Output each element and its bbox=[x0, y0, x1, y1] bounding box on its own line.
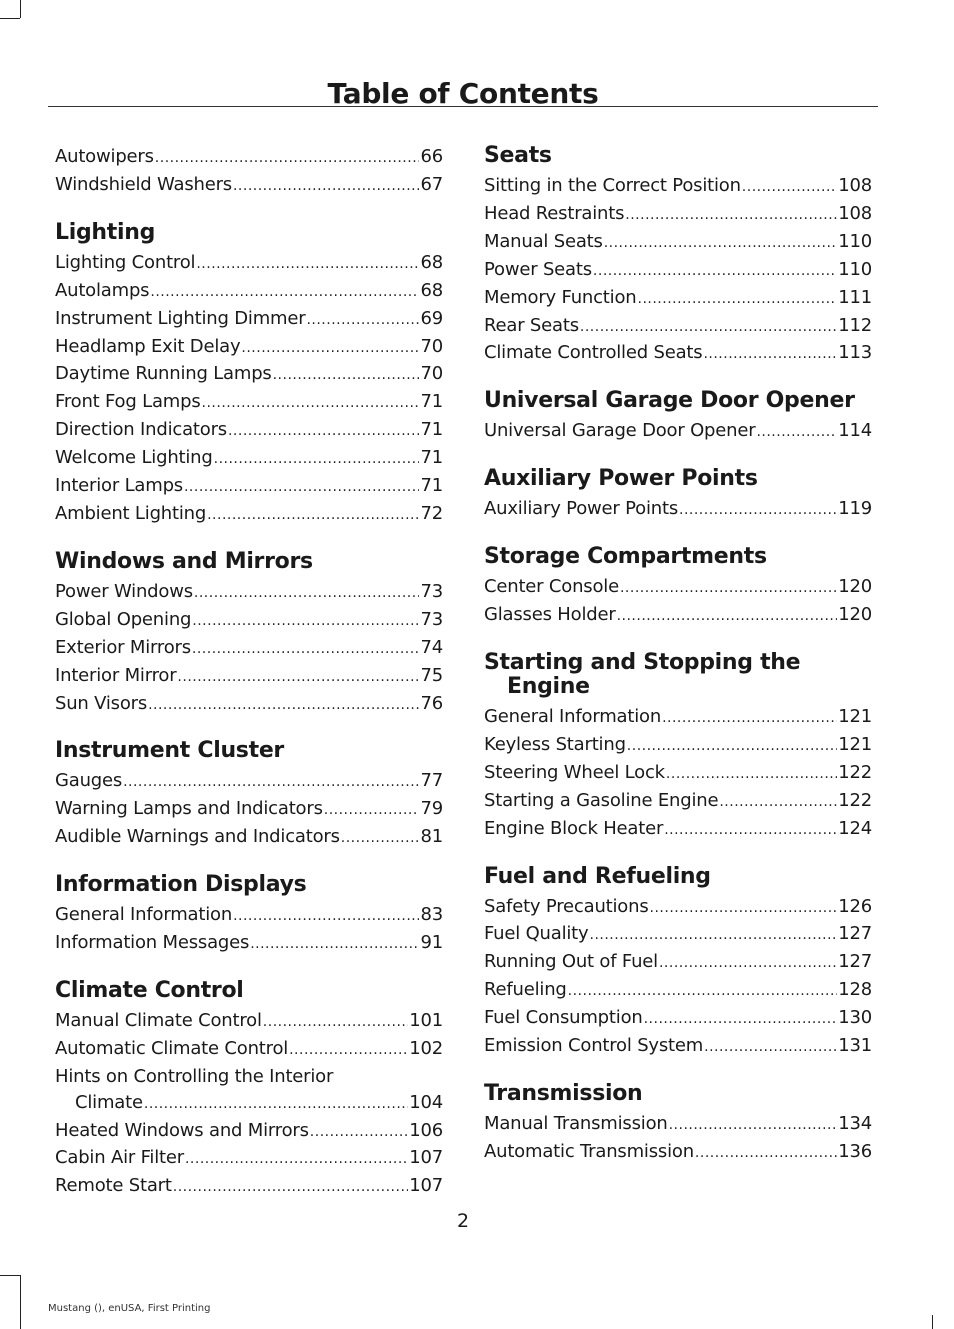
entry-page-number: 126 bbox=[838, 895, 872, 917]
toc-entry[interactable] bbox=[484, 201, 872, 229]
entry-page-number: 108 bbox=[838, 202, 872, 224]
toc-section bbox=[55, 144, 443, 200]
entry-title: Manual Climate Control bbox=[55, 1009, 262, 1031]
dot-leader bbox=[719, 788, 837, 816]
entry-page-number: 70 bbox=[420, 335, 443, 357]
entry-title: Automatic Climate Control bbox=[55, 1037, 289, 1059]
toc-entry[interactable] bbox=[55, 278, 443, 306]
toc-entry[interactable] bbox=[484, 1005, 872, 1033]
toc-entry[interactable] bbox=[55, 334, 443, 362]
dot-leader bbox=[155, 144, 420, 172]
entry-page-number: 69 bbox=[420, 307, 443, 329]
toc-entry[interactable] bbox=[55, 361, 443, 389]
toc-entry[interactable] bbox=[484, 340, 872, 368]
entry-page-number: 71 bbox=[420, 475, 443, 497]
entry-title: Rear Seats bbox=[484, 314, 579, 336]
entry-title: Safety Precautions bbox=[484, 895, 649, 917]
toc-entry[interactable] bbox=[484, 788, 872, 816]
crop-mark bbox=[0, 18, 20, 19]
entry-title-continued: Climate bbox=[75, 1091, 143, 1113]
entry-title: Fuel Consumption bbox=[484, 1007, 643, 1029]
dot-leader bbox=[263, 1008, 408, 1036]
entry-page-number: 136 bbox=[838, 1140, 872, 1162]
toc-entry[interactable] bbox=[55, 1145, 443, 1173]
entry-page-number: 120 bbox=[838, 576, 872, 598]
dot-leader bbox=[214, 445, 420, 473]
entry-page-number: 77 bbox=[420, 770, 443, 792]
entry-page-number: 73 bbox=[420, 608, 443, 630]
entry-title: Welcome Lighting bbox=[55, 447, 213, 469]
entry-page-number: 107 bbox=[409, 1175, 443, 1197]
entry-page-number: 70 bbox=[420, 363, 443, 385]
entry-page-number: 75 bbox=[420, 664, 443, 686]
entry-page-number: 101 bbox=[409, 1009, 443, 1031]
entry-title: Warning Lamps and Indicators bbox=[55, 798, 323, 820]
entry-page-number: 128 bbox=[838, 979, 872, 1001]
entry-title: General Information bbox=[484, 705, 662, 727]
dot-leader bbox=[590, 921, 838, 949]
dot-leader bbox=[207, 501, 419, 529]
dot-leader bbox=[241, 334, 419, 362]
toc-section bbox=[55, 979, 443, 1201]
page-title: Table of Contents bbox=[327, 76, 599, 110]
entry-page-number: 127 bbox=[838, 923, 872, 945]
toc-entry[interactable] bbox=[55, 1008, 443, 1036]
entry-page-number: 108 bbox=[838, 175, 872, 196]
entry-page-number: 131 bbox=[838, 1035, 872, 1057]
dot-leader bbox=[148, 691, 419, 719]
entry-title: Power Windows bbox=[55, 580, 193, 602]
dot-leader bbox=[196, 250, 419, 278]
section-heading: Universal Garage Door Opener bbox=[484, 388, 855, 414]
toc-entry[interactable] bbox=[484, 229, 872, 257]
toc-entry[interactable] bbox=[484, 285, 872, 313]
entry-title: Gauges bbox=[55, 770, 123, 792]
section-heading: Auxiliary Power Points bbox=[484, 466, 758, 492]
entry-title: Auxiliary Power Points bbox=[484, 498, 678, 520]
entry-title: Information Messages bbox=[55, 932, 250, 954]
toc-entry[interactable] bbox=[55, 501, 443, 529]
section-heading: Storage Compartments bbox=[484, 544, 767, 570]
dot-leader bbox=[194, 579, 420, 607]
entry-title: Memory Function bbox=[484, 286, 637, 308]
toc-entry[interactable] bbox=[55, 1118, 443, 1146]
dot-leader bbox=[679, 496, 837, 524]
title-divider bbox=[48, 106, 878, 107]
entry-title: Engine Block Heater bbox=[484, 817, 664, 839]
entry-page-number: 66 bbox=[420, 146, 443, 167]
entry-page-number: 76 bbox=[420, 692, 443, 714]
section-heading: Transmission bbox=[484, 1080, 643, 1106]
toc-left-column bbox=[55, 144, 443, 1222]
entry-page-number: 74 bbox=[420, 636, 443, 658]
toc-entry-list bbox=[55, 144, 443, 200]
dot-leader bbox=[662, 704, 837, 732]
dot-leader bbox=[202, 389, 420, 417]
toc-entry[interactable] bbox=[55, 607, 443, 635]
entry-title: Instrument Lighting Dimmer bbox=[55, 307, 306, 329]
dot-leader bbox=[144, 1090, 408, 1118]
dot-leader bbox=[659, 949, 837, 977]
section-heading: Lighting bbox=[55, 219, 156, 245]
toc-entry[interactable] bbox=[55, 1036, 443, 1064]
crop-mark bbox=[932, 1315, 933, 1329]
entry-page-number: 134 bbox=[838, 1112, 872, 1134]
toc-entry[interactable] bbox=[484, 921, 872, 949]
entry-page-number: 107 bbox=[409, 1147, 443, 1169]
dot-leader bbox=[123, 768, 419, 796]
toc-entry[interactable] bbox=[55, 796, 443, 824]
entry-page-number: 122 bbox=[838, 761, 872, 783]
page-number: 2 bbox=[456, 1210, 470, 1232]
dot-leader bbox=[580, 313, 837, 341]
dot-leader bbox=[625, 201, 837, 229]
entry-page-number: 68 bbox=[420, 251, 443, 273]
toc-entry[interactable] bbox=[55, 389, 443, 417]
entry-title: Sitting in the Correct Position bbox=[484, 175, 741, 196]
toc-entry-list bbox=[55, 250, 443, 529]
section-heading: Seats bbox=[484, 143, 552, 168]
entry-title: Heated Windows and Mirrors bbox=[55, 1119, 309, 1141]
section-heading: Starting and Stopping the Engine bbox=[484, 649, 801, 699]
entry-title: Refueling bbox=[484, 979, 567, 1001]
toc-entry[interactable] bbox=[484, 1033, 872, 1061]
entry-page-number: 67 bbox=[420, 173, 443, 195]
toc-entry[interactable] bbox=[55, 473, 443, 501]
section-heading: Information Displays bbox=[55, 872, 307, 898]
entry-title: Lighting Control bbox=[55, 251, 196, 273]
toc-section bbox=[55, 550, 443, 719]
dot-leader bbox=[310, 1118, 408, 1146]
entry-title: Manual Seats bbox=[484, 230, 603, 252]
toc-entry-list bbox=[484, 173, 872, 368]
entry-page-number: 106 bbox=[409, 1119, 443, 1141]
toc-entry[interactable] bbox=[55, 144, 443, 172]
toc-entry-list bbox=[55, 1008, 443, 1201]
toc-section bbox=[55, 739, 443, 852]
toc-entry[interactable] bbox=[484, 257, 872, 285]
entry-title: Global Opening bbox=[55, 608, 192, 630]
dot-leader bbox=[703, 340, 837, 368]
toc-section bbox=[484, 545, 872, 630]
toc-entry[interactable] bbox=[55, 306, 443, 334]
dot-leader bbox=[756, 418, 837, 446]
entry-title: Ambient Lighting bbox=[55, 502, 207, 524]
dot-leader bbox=[341, 824, 420, 852]
entry-page-number: 83 bbox=[420, 904, 443, 926]
dot-leader bbox=[250, 930, 419, 958]
entry-page-number: 111 bbox=[838, 286, 872, 308]
entry-title: Cabin Air Filter bbox=[55, 1147, 184, 1169]
toc-entry[interactable] bbox=[55, 172, 443, 200]
toc-entry-list bbox=[484, 574, 872, 630]
toc-section bbox=[484, 144, 872, 368]
entry-title: Climate Controlled Seats bbox=[484, 342, 703, 364]
toc-entry[interactable] bbox=[484, 1139, 872, 1167]
toc-entry[interactable] bbox=[484, 173, 872, 201]
entry-title: Headlamp Exit Delay bbox=[55, 335, 241, 357]
entry-title: General Information bbox=[55, 904, 233, 926]
entry-title: Front Fog Lamps bbox=[55, 391, 201, 413]
toc-entry-list bbox=[484, 704, 872, 844]
toc-entry[interactable] bbox=[484, 418, 872, 446]
dot-leader bbox=[185, 1145, 408, 1173]
entry-page-number: 130 bbox=[838, 1007, 872, 1029]
toc-entry-list bbox=[484, 496, 872, 524]
entry-page-number: 124 bbox=[838, 817, 872, 839]
entry-title: Exterior Mirrors bbox=[55, 636, 191, 658]
toc-entry[interactable] bbox=[55, 824, 443, 852]
toc-entry[interactable] bbox=[55, 579, 443, 607]
dot-leader bbox=[228, 417, 420, 445]
entry-title: Universal Garage Door Opener bbox=[484, 420, 756, 442]
dot-leader bbox=[306, 306, 419, 334]
entry-title: Interior Mirror bbox=[55, 664, 177, 686]
toc-section bbox=[55, 873, 443, 958]
dot-leader bbox=[644, 1005, 838, 1033]
toc-entry[interactable] bbox=[484, 496, 872, 524]
dot-leader bbox=[650, 894, 838, 922]
entry-title: Running Out of Fuel bbox=[484, 951, 658, 973]
dot-leader bbox=[695, 1139, 837, 1167]
entry-title: Windshield Washers bbox=[55, 173, 232, 195]
toc-entry-list bbox=[484, 894, 872, 1061]
toc-entry[interactable] bbox=[484, 574, 872, 602]
crop-mark bbox=[20, 0, 21, 18]
toc-entry-list bbox=[55, 902, 443, 958]
toc-entry[interactable] bbox=[55, 250, 443, 278]
dot-leader bbox=[324, 796, 420, 824]
dot-leader bbox=[184, 473, 420, 501]
dot-leader bbox=[273, 361, 420, 389]
entry-title: Daytime Running Lamps bbox=[55, 363, 272, 385]
dot-leader bbox=[627, 732, 837, 760]
toc-entry-list bbox=[484, 1111, 872, 1167]
section-heading: Fuel and Refueling bbox=[484, 863, 711, 889]
entry-title: Manual Transmission bbox=[484, 1112, 668, 1134]
entry-page-number: 110 bbox=[838, 230, 872, 252]
dot-leader bbox=[150, 278, 419, 306]
toc-entry-list bbox=[55, 768, 443, 852]
dot-leader bbox=[568, 977, 838, 1005]
entry-title: Emission Control System bbox=[484, 1035, 704, 1057]
entry-page-number: 121 bbox=[838, 733, 872, 755]
dot-leader bbox=[638, 285, 838, 313]
toc-section bbox=[484, 865, 872, 1061]
entry-page-number: 81 bbox=[420, 826, 443, 848]
entry-page-number: 114 bbox=[838, 420, 872, 442]
section-heading: Climate Control bbox=[55, 977, 244, 1003]
entry-title: Steering Wheel Lock bbox=[484, 761, 665, 783]
entry-page-number: 73 bbox=[420, 580, 443, 602]
entry-title: Automatic Transmission bbox=[484, 1140, 694, 1162]
entry-title: Head Restraints bbox=[484, 202, 625, 224]
toc-entry-list bbox=[55, 579, 443, 719]
toc-section bbox=[55, 221, 443, 529]
toc-entry[interactable] bbox=[484, 816, 872, 844]
entry-page-number: 71 bbox=[420, 391, 443, 413]
toc-entry[interactable] bbox=[55, 1173, 443, 1201]
section-heading: Instrument Cluster bbox=[55, 738, 284, 764]
dot-leader bbox=[192, 607, 419, 635]
entry-title: Center Console bbox=[484, 576, 619, 598]
entry-page-number: 104 bbox=[409, 1091, 443, 1113]
toc-entry[interactable] bbox=[55, 691, 443, 719]
entry-title: Audible Warnings and Indicators bbox=[55, 826, 340, 848]
dot-leader bbox=[593, 257, 837, 285]
toc-entry[interactable] bbox=[55, 902, 443, 930]
entry-page-number: 72 bbox=[420, 502, 443, 524]
toc-section bbox=[484, 651, 872, 844]
footer-text: Mustang (), enUSA, First Printing bbox=[48, 1303, 211, 1314]
toc-entry[interactable] bbox=[484, 1111, 872, 1139]
toc-entry[interactable] bbox=[484, 732, 872, 760]
dot-leader bbox=[704, 1033, 837, 1061]
entry-title: Autolamps bbox=[55, 279, 150, 301]
toc-entry[interactable] bbox=[484, 977, 872, 1005]
entry-title: Keyless Starting bbox=[484, 733, 626, 755]
toc-entry[interactable] bbox=[55, 663, 443, 691]
crop-mark bbox=[0, 1275, 20, 1276]
toc-entry[interactable] bbox=[484, 894, 872, 922]
entry-page-number: 79 bbox=[420, 798, 443, 820]
toc-entry[interactable] bbox=[484, 602, 872, 630]
entry-page-number: 122 bbox=[838, 789, 872, 811]
toc-entry[interactable] bbox=[484, 313, 872, 341]
toc-entry[interactable] bbox=[55, 417, 443, 445]
toc-right-column bbox=[484, 144, 872, 1188]
entry-title: Power Seats bbox=[484, 258, 592, 280]
toc-entry[interactable] bbox=[484, 949, 872, 977]
dot-leader bbox=[669, 1111, 838, 1139]
toc-entry-list bbox=[484, 418, 872, 446]
section-heading: Windows and Mirrors bbox=[55, 548, 313, 574]
dot-leader bbox=[173, 1173, 408, 1201]
entry-page-number: 110 bbox=[838, 258, 872, 280]
toc-entry[interactable] bbox=[55, 768, 443, 796]
entry-page-number: 121 bbox=[838, 705, 872, 727]
dot-leader bbox=[742, 173, 837, 201]
toc-entry[interactable] bbox=[55, 445, 443, 473]
entry-title: Autowipers bbox=[55, 146, 154, 167]
entry-page-number: 102 bbox=[409, 1037, 443, 1059]
entry-page-number: 119 bbox=[838, 498, 872, 520]
dot-leader bbox=[233, 902, 419, 930]
entry-page-number: 71 bbox=[420, 447, 443, 469]
dot-leader bbox=[192, 635, 420, 663]
entry-title: Glasses Holder bbox=[484, 604, 616, 626]
dot-leader bbox=[620, 574, 837, 602]
entry-title: Hints on Controlling the Interior bbox=[55, 1065, 334, 1087]
entry-title: Sun Visors bbox=[55, 692, 148, 714]
crop-mark bbox=[20, 1275, 21, 1329]
dot-leader bbox=[233, 172, 420, 200]
toc-entry[interactable] bbox=[55, 1064, 443, 1118]
toc-section bbox=[484, 467, 872, 524]
dot-leader bbox=[177, 663, 419, 691]
toc-entry[interactable] bbox=[484, 704, 872, 732]
dot-leader bbox=[664, 816, 837, 844]
entry-page-number: 71 bbox=[420, 419, 443, 441]
dot-leader bbox=[617, 602, 838, 630]
entry-title: Fuel Quality bbox=[484, 923, 589, 945]
entry-page-number: 68 bbox=[420, 279, 443, 301]
entry-title: Direction Indicators bbox=[55, 419, 227, 441]
entry-page-number: 127 bbox=[838, 951, 872, 973]
dot-leader bbox=[604, 229, 838, 257]
entry-title: Remote Start bbox=[55, 1175, 172, 1197]
entry-title: Starting a Gasoline Engine bbox=[484, 789, 719, 811]
toc-entry[interactable] bbox=[55, 635, 443, 663]
dot-leader bbox=[289, 1036, 408, 1064]
entry-page-number: 113 bbox=[838, 342, 872, 364]
entry-title: Interior Lamps bbox=[55, 475, 183, 497]
toc-section bbox=[484, 389, 872, 446]
toc-section bbox=[484, 1082, 872, 1167]
dot-leader bbox=[666, 760, 837, 788]
entry-page-number: 91 bbox=[420, 932, 443, 954]
toc-entry[interactable] bbox=[55, 930, 443, 958]
toc-entry[interactable] bbox=[484, 760, 872, 788]
entry-page-number: 112 bbox=[838, 314, 872, 336]
entry-page-number: 120 bbox=[838, 604, 872, 626]
